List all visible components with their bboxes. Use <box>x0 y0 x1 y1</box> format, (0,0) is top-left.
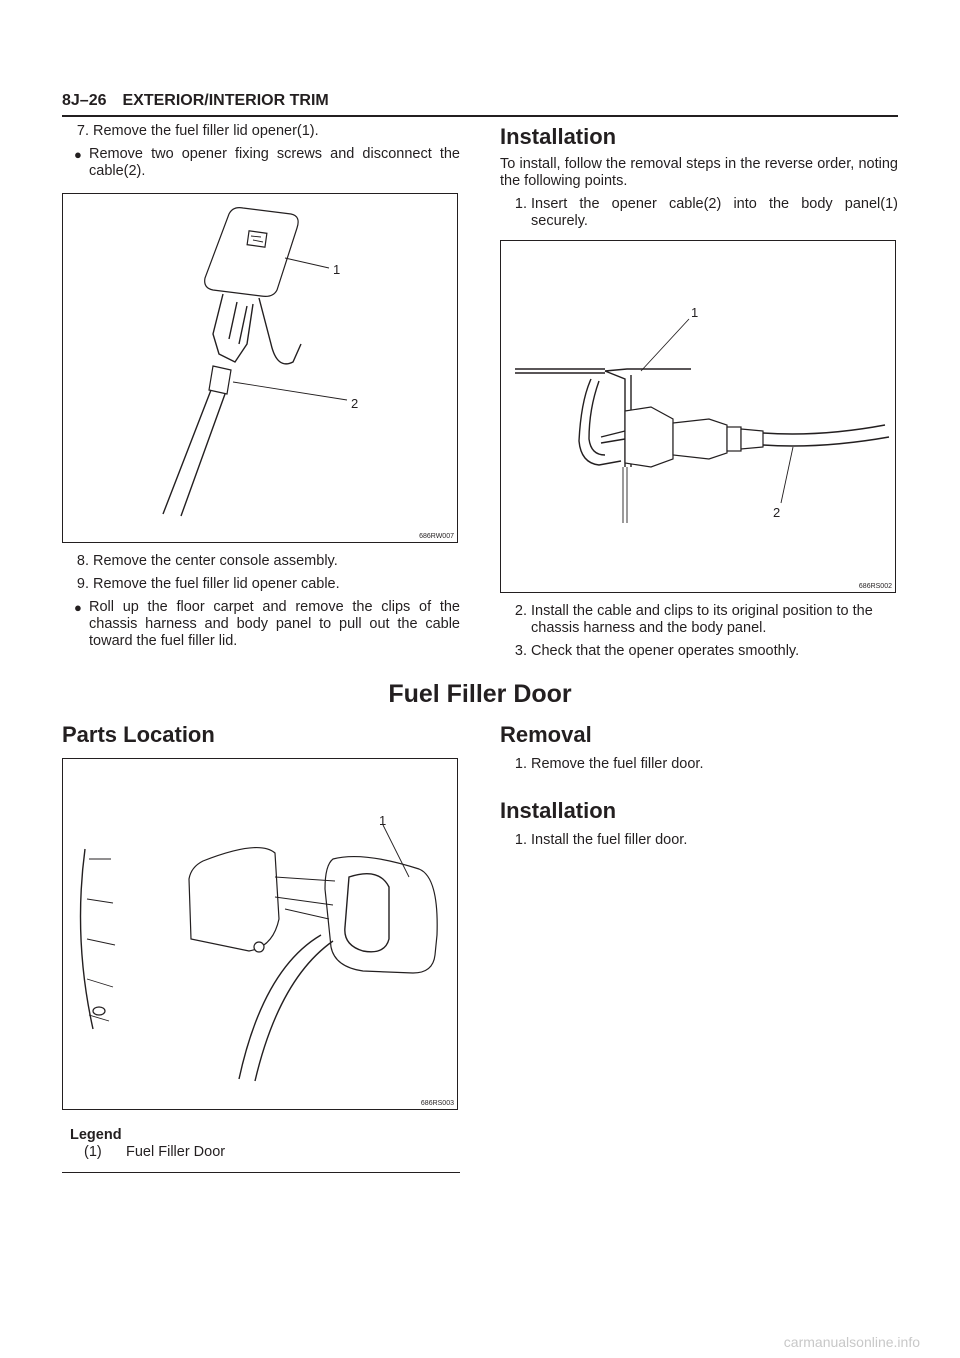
bullet-icon: ● <box>74 147 82 162</box>
step-7-block <box>62 123 460 180</box>
watermark: carmanualsonline.info <box>783 1334 920 1350</box>
installation-step-1: 1. Install the fuel filler door. <box>514 832 688 848</box>
section-number: 8J–26 <box>62 92 107 109</box>
installation-intro: To install, follow the removal steps in the reverse order, noting the following points. <box>500 156 898 189</box>
figure-parts-location <box>62 758 458 1110</box>
legend-title: Legend <box>70 1127 122 1143</box>
install-step-1: 1. Insert the opener cable(2) into the body panel(1) securely. <box>514 196 898 229</box>
fuel-filler-door-illustration <box>63 759 457 1099</box>
figure-code: 686RS002 <box>858 583 892 590</box>
callout-1: 1 <box>333 262 341 277</box>
step-7: 7. Remove the fuel filler lid opener(1). <box>76 123 319 139</box>
installation-heading-2: Installation <box>500 798 617 823</box>
figure-code: 686RW007 <box>419 533 454 540</box>
steps-8-9-block <box>62 553 460 650</box>
install-step-2: 2. Install the cable and clips to its original position to the chassis harness and the body panel. <box>514 603 873 636</box>
section-title: EXTERIOR/INTERIOR TRIM <box>122 92 329 109</box>
callout-1: 1 <box>379 813 387 828</box>
installation-heading: Installation <box>500 124 617 149</box>
callout-2: 2 <box>351 396 359 411</box>
section-title-fuel-filler-door: Fuel Filler Door <box>388 680 572 708</box>
callout-2: 2 <box>773 505 781 520</box>
install-step-3: 3. Check that the opener operates smoothly. <box>514 643 800 659</box>
step-9: 9. Remove the fuel filler lid opener cable. <box>76 576 340 592</box>
step-7-bullet: ● Remove two opener fixing screws and disconnect the cable(2). <box>74 146 460 179</box>
removal-step-1: 1. Remove the fuel filler door. <box>514 756 704 772</box>
legend-rule <box>62 1172 460 1173</box>
parts-location-heading: Parts Location <box>62 722 215 747</box>
install-steps-2-3 <box>500 603 898 660</box>
figure-code: 686RS003 <box>420 1100 454 1107</box>
header-rule <box>62 115 898 117</box>
legend <box>70 1127 460 1161</box>
page-header <box>62 92 329 110</box>
step-8: 8. Remove the center console assembly. <box>76 553 338 569</box>
figure-lid-opener <box>62 193 458 543</box>
cable-panel-illustration <box>501 241 895 583</box>
removal-heading: Removal <box>500 722 592 747</box>
bullet-icon: ● <box>74 600 82 615</box>
legend-item: (1) Fuel Filler Door <box>84 1144 226 1160</box>
step-9-bullet: ● Roll up the floor carpet and remove the clips of the chassis harness and body panel to pull out the cable toward the fuel filler lid. <box>74 599 460 649</box>
callout-1: 1 <box>691 305 699 320</box>
lid-opener-illustration <box>63 194 457 532</box>
figure-cable-panel <box>500 240 896 593</box>
